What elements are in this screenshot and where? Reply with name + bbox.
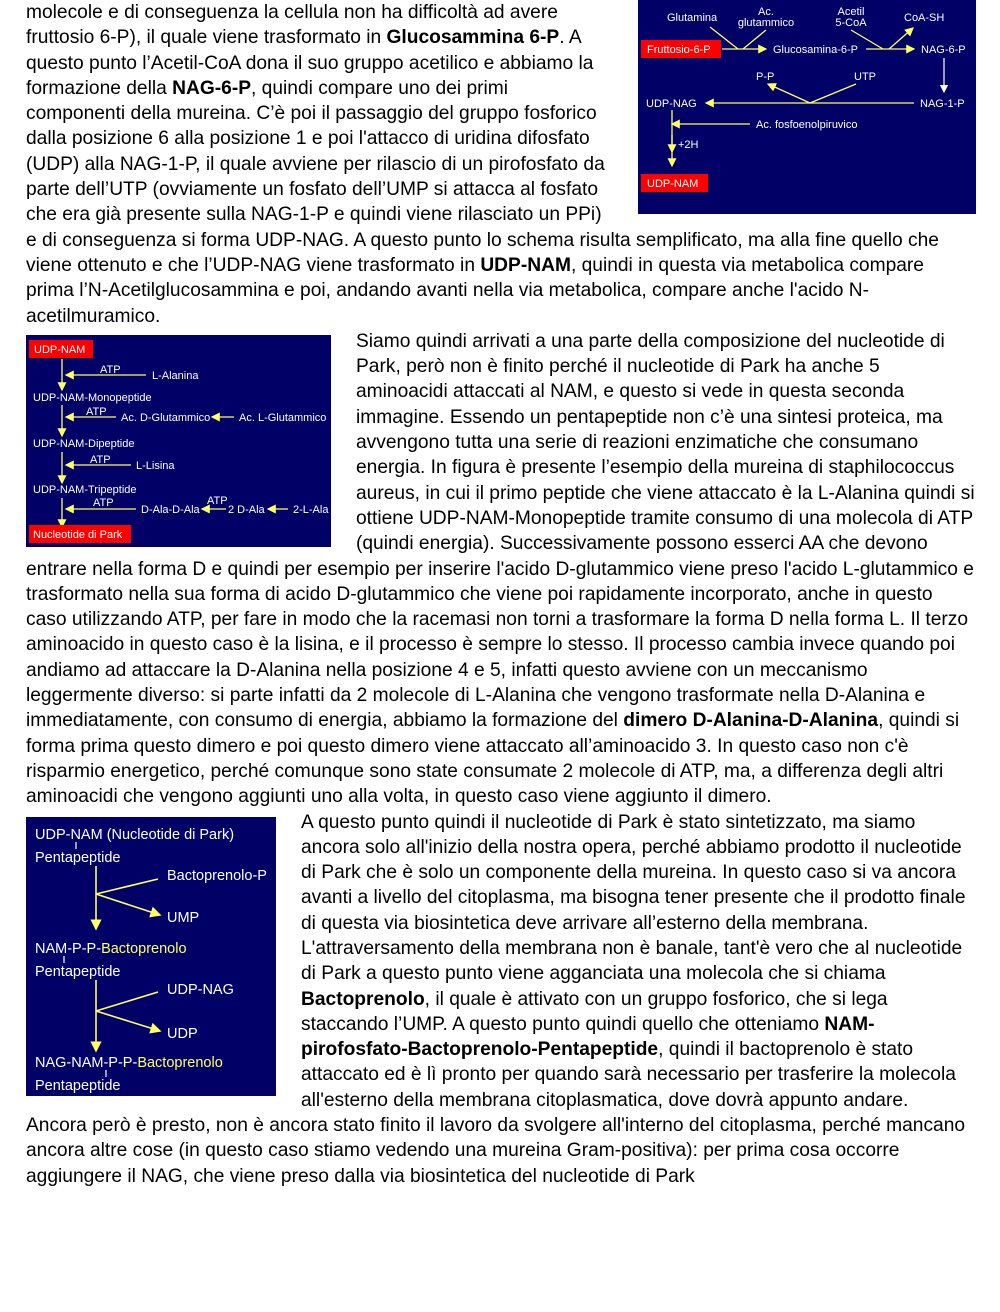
label-pentapeptide-2: Pentapeptide <box>35 963 121 980</box>
figure-udp-nam-pathway <box>638 0 976 214</box>
label-d-ala-d-ala: D-Ala-D-Ala <box>141 503 200 516</box>
label-utp: UTP <box>854 71 876 83</box>
paragraph-3: A questo punto quindi il nucleotide di Park è stato sintetizzato, ma siamo ancora solo all'inizio della nostra opera, perché abbiamo prodotto il nucleotide di Park che è solo un componente della mureina. In questo caso si va ancora avanti a livello del citoplasma, ma bisogna tener presente che il prodotto finale di questa via biosintetica deve arrivare all’esterno della membrana. L'attraversamento della membrana non è banale, tant'è vero che al nucleotide di Park a questo punto viene agganciata una molecola che si chiama Bactoprenolo, il quale è attivato con un gruppo fosforico, che si lega staccando l’UMP. A questo punto quindi quello che otteniamo NAM-pirofosfato-Bactoprenolo-Pentapeptide, quindi il bactoprenolo è stato attaccato ed è lì pronto per quando sarà necessario per trasferire la molecola all'esterno della membrana citoplasmatica, dove dovrà appunto andare. <box>301 811 966 1111</box>
label-atp-1: ATP <box>100 363 121 376</box>
label-ac-glutammico-1: Ac. <box>758 6 774 18</box>
paragraph-4: Ancora però è presto, non è ancora stato finito il lavoro da svolgere all'interno del citoplasma, perché mancano ancora altre cose (in questo caso stiamo vedendo una mureina Gram-positiva): per prima cosa occorre aggiungere il NAG, che viene preso dalla via biosintetica del nucleotide di Park <box>26 1115 966 1187</box>
label-ac-glutammico-2: glutammico <box>737 17 795 29</box>
label-nag-1p: NAG-1-P <box>920 98 965 110</box>
label-glucosamina-6p: Glucosamina-6-P <box>773 44 858 56</box>
label-l-glutammico: Ac. L-Glutammico <box>239 411 327 424</box>
label-udp: UDP <box>167 1025 198 1042</box>
label-udp-nam: UDP-NAM <box>647 178 699 190</box>
label-l-lisina: L-Lisina <box>136 459 175 472</box>
label-d-glutammico: Ac. D-Glutammico <box>121 411 211 424</box>
label-atp-5: ATP <box>207 494 228 507</box>
label-nag-6p: NAG-6-P <box>921 44 966 56</box>
label-pentapeptide-3: Pentapeptide <box>35 1077 121 1094</box>
label-fruttosio-6p: Fruttosio-6-P <box>647 44 711 56</box>
label-pentapeptide-1: Pentapeptide <box>35 849 121 866</box>
label-glutamina: Glutamina <box>667 12 718 24</box>
label-fosfoenolpiruvico: Ac. fosfoenolpiruvico <box>756 119 858 131</box>
label-ump: UMP <box>167 909 200 926</box>
label-udp-nam: UDP-NAM <box>34 343 86 356</box>
paragraph-1: molecole e di conseguenza la cellula non ha difficoltà ad avere fruttosio 6-P), il quale viene trasformato in Glucosammina 6-P. A questo punto l’Acetil-CoA dona il suo gruppo acetilico e abbiamo la formazione della NAG-6-P, quindi compare uno dei primi componenti della mureina. C’è poi il passaggio del gruppo fosforico dalla posizione 6 alla posizione 1 e poi l'attacco di uridina difosfato (UDP) alla NAG-1-P, il quale avviene per rilascio di un pirofosfato da parte dell’UTP (ovviamente un fosfato dell’UMP si attacca al fosfato che era già presente sulla NAG-1-P e quindi viene rilasciato un PPi) e di conseguenza si forma UDP-NAG. A questo punto lo schema risulta semplificato, ma alla fine quello che viene ottenuto e che l’UDP-NAG viene trasformato in UDP-NAM, quindi in questa via metabolica compare prima l’N-Acetilglucosammina e poi, andando avanti nella via metabolica, compare anche l'acido N-acetilmuramico. <box>26 2 939 327</box>
figure-park-nucleotide-synthesis <box>26 335 331 547</box>
label-dipeptide: UDP-NAM-Dipeptide <box>33 437 135 450</box>
label-2-l-ala: 2-L-Ala <box>293 503 329 516</box>
label-acetil-1: Acetil <box>837 6 865 18</box>
label-atp-3: ATP <box>90 453 111 466</box>
document-page <box>26 0 976 1189</box>
label-bactoprenolo-p: Bactoprenolo-P <box>167 867 267 884</box>
paragraph-2: Siamo quindi arrivati a una parte della composizione del nucleotide di Park, però non è finito perché il nucleotide di Park ha anche 5 aminoacidi attaccati al NAM, e questo si vede in questa seconda immagine. Essendo un pentapeptide non c’è una sintesi proteica, ma avvengono tutta una serie di reazioni enzimatiche che consumano energia. In figura è presente l’esempio della mureina di staphilococcus aureus, in cui il primo peptide che viene attaccato è la L-Alanina quindi si ottiene UDP-NAM-Monopeptide tramite consumo di una molecola di ATP (quindi energia). Successivamente possono esserci AA che devono entrare nella forma D e quindi per esempio per inserire l'acido D-glutammico viene preso l'acido L-glutammico e trasformato nella sua forma di acido D-glutammico che viene poi rapidamente incorporato, anche in questo caso utilizzando ATP, per fare in modo che la racemasi non torni a trasformare la forma D nella forma L. Il terzo aminoacido in questo caso è la lisina, e il processo è sempre lo stesso. Il processo cambia invece quando poi andiamo ad attaccare la D-Alanina nella posizione 4 e 5, infatti questo avviene con un meccanismo leggermente diverso: si parte infatti da 2 molecole di L-Alanina che vengono trasformate nella D-Alanina e immediatamente, con consumo di energia, abbiamo la formazione del dimero D-Alanina-D-Alanina, quindi si forma prima questo dimero e poi questo dimero viene attaccato all’aminoacido 3. In questo caso non c'è risparmio energetico, perché comunque sono state consumate 2 molecole di ATP, ma, a differenza degli altri aminoacidi che vengono aggiunti uno alla volta, in questo caso viene aggiunto il dimero. <box>26 330 975 808</box>
label-nag-nam-pp-bactoprenolo: NAG-NAM-P-P-Bactoprenolo <box>35 1054 223 1071</box>
label-udp-nag: UDP-NAG <box>646 98 697 110</box>
label-2-d-ala: 2 D-Ala <box>228 503 265 516</box>
label-l-alanina: L-Alanina <box>152 369 199 382</box>
label-udp-nag: UDP-NAG <box>167 981 234 998</box>
label-coa-sh: CoA-SH <box>904 12 945 24</box>
label-nucleotide-di-park: Nucleotide di Park <box>33 528 123 541</box>
label-atp-2: ATP <box>86 405 107 418</box>
label-pp: P-P <box>756 71 775 83</box>
label-tripeptide: UDP-NAM-Tripeptide <box>33 483 137 496</box>
label-udp-nam-park: UDP-NAM (Nucleotide di Park) <box>35 826 235 843</box>
label-atp-4: ATP <box>93 496 114 509</box>
label-acetil-2: 5-CoA <box>835 17 867 29</box>
label-2h: +2H <box>678 139 699 151</box>
figure-bactoprenolo-pathway <box>26 817 276 1096</box>
label-monopeptide: UDP-NAM-Monopeptide <box>33 391 152 404</box>
label-nam-pp-bactoprenolo: NAM-P-P-Bactoprenolo <box>35 940 187 957</box>
